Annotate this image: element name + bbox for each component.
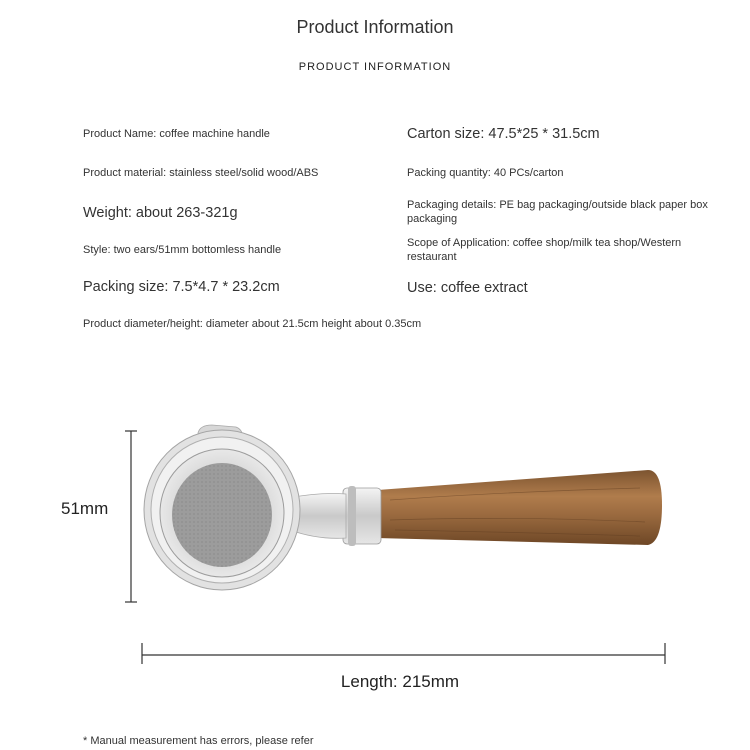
length-dimension-label: Length: 215mm xyxy=(340,672,460,691)
spec-scope: Scope of Application: coffee shop/milk tea shop/Western restaurant xyxy=(407,237,682,263)
wooden-handle xyxy=(378,470,662,545)
page-title: Product Information xyxy=(296,17,454,37)
spec-material: Product material: stainless steel/solid wood/ABS xyxy=(83,167,319,179)
spec-weight: Weight: about 263-321g xyxy=(83,205,238,221)
footnote: * Manual measurement has errors, please refer xyxy=(83,735,314,747)
spec-product-name: Product Name: coffee machine handle xyxy=(83,128,270,140)
length-dimension-line xyxy=(142,643,665,664)
spec-packing-size: Packing size: 7.5*4.7 * 23.2cm xyxy=(83,279,280,295)
spec-style: Style: two ears/51mm bottomless handle xyxy=(83,244,282,256)
spec-use: Use: coffee extract xyxy=(407,280,528,296)
spec-carton-size: Carton size: 47.5*25 * 31.5cm xyxy=(407,126,600,142)
spec-packing-quantity: Packing quantity: 40 PCs/carton xyxy=(407,167,564,179)
height-dimension-line xyxy=(125,431,137,602)
spec-packaging-details: Packaging details: PE bag packaging/outside black paper box packaging xyxy=(407,199,708,225)
height-dimension-label: 51mm xyxy=(61,499,109,518)
spec-diameter: Product diameter/height: diameter about 21.5cm height about 0.35cm xyxy=(83,318,422,330)
page-subtitle: PRODUCT INFORMATION xyxy=(298,61,452,73)
